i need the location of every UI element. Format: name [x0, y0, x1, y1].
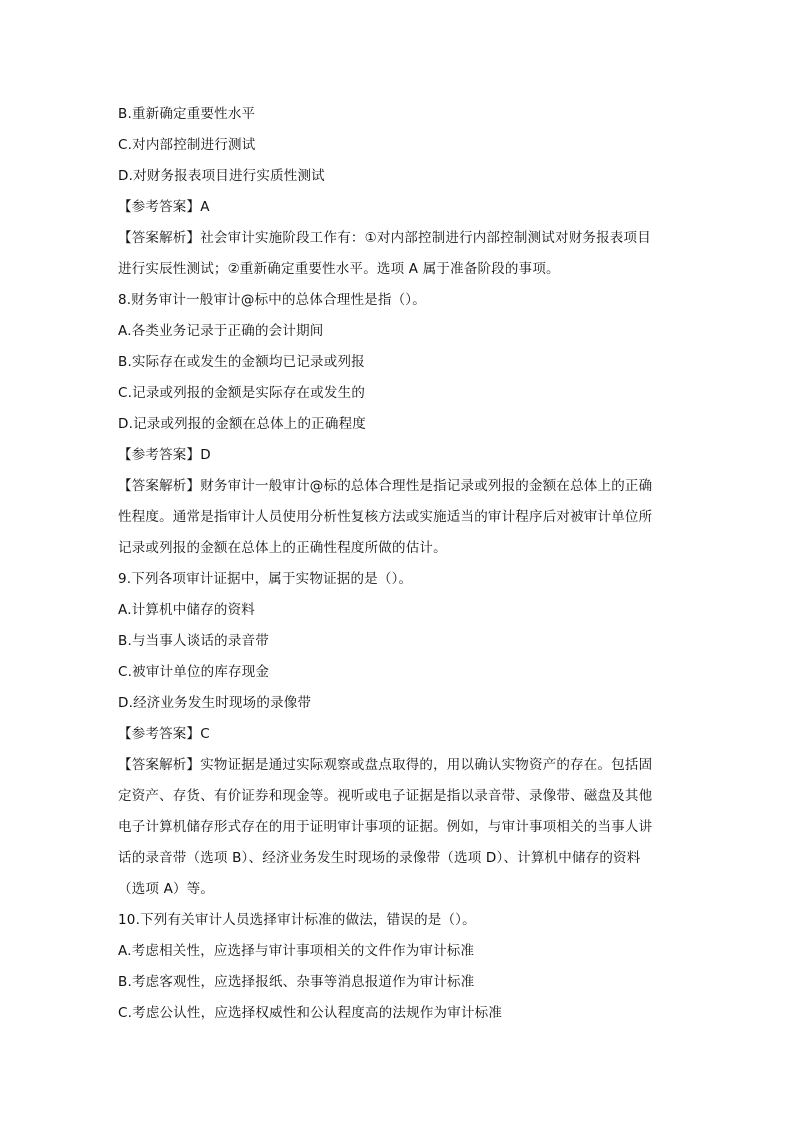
text-line: B.重新确定重要性水平 [118, 106, 256, 122]
text-line: C.记录或列报的金额是实际存在或发生的 [118, 385, 366, 401]
q9-explanation [118, 750, 678, 905]
text-line: C.对内部控制进行测试 [118, 137, 256, 153]
text-line: D.对财务报表项目进行实质性测试 [118, 168, 325, 184]
text-line: A.计算机中储存的资料 [118, 602, 255, 618]
q8-answer [118, 440, 678, 471]
text-line: 9.下列各项审计证据中，属于实物证据的是（）。 [118, 571, 413, 587]
text-line: 电子计算机储存形式存在的用于证明审计事项的证据。例如，与审计事项相关的当事人讲 [118, 819, 653, 835]
text-line: 【答案解析】社会审计实施阶段工作有：①对内部控制进行内部控制测试对财务报表项目 [118, 230, 651, 246]
q9-option-c [118, 657, 678, 688]
text-line: B.考虑客观性，应选择报纸、杂事等消息报道作为审计标准 [118, 974, 475, 990]
text-line: 【参考答案】A [118, 199, 210, 215]
text-line: 记录或列报的金额在总体上的正确性程度所做的估计。 [118, 540, 447, 556]
text-line: B.实际存在或发生的金额均已记录或列报 [118, 354, 365, 370]
text-line: C.考虑公认性，应选择权威性和公认程度高的法规作为审计标准 [118, 1005, 503, 1021]
q10-question [118, 905, 678, 936]
q9-option-b [118, 626, 678, 657]
text-line: 【参考答案】D [118, 447, 211, 463]
q8-explanation [118, 471, 678, 564]
q8-option-b [118, 347, 678, 378]
document-page [118, 99, 678, 1029]
q9-option-d [118, 688, 678, 719]
q10-option-c [118, 998, 678, 1029]
text-line: 进行实辰性测试；②重新确定重要性水平。选项 A 属于准备阶段的事项。 [118, 261, 560, 277]
text-line: 话的录音带（选项 B）、经济业务发生时现场的录像带（选项 D）、计算机中储存的资料 [118, 850, 641, 866]
q8-option-a [118, 316, 678, 347]
q9-question [118, 564, 678, 595]
q8-option-d [118, 409, 678, 440]
q8-option-c [118, 378, 678, 409]
text-line: （选项 A）等。 [118, 881, 215, 897]
text-line: 性程度。通常是指审计人员使用分析性复核方法或实施适当的审计程序后对被审计单位所 [118, 509, 653, 525]
text-line: B.与当事人谈话的录音带 [118, 633, 269, 649]
text-line: D.记录或列报的金额在总体上的正确程度 [118, 416, 366, 432]
text-line: 定资产、存货、有价证券和现金等。视听或电子证据是指以录音带、录像带、磁盘及其他 [118, 788, 653, 804]
text-line: 【参考答案】C [118, 726, 210, 742]
q10-option-b [118, 967, 678, 998]
text-line: 【答案解析】实物证据是通过实际观察或盘点取得的，用以确认实物资产的存在。包括固 [118, 757, 653, 773]
text-line: 10.下列有关审计人员选择审计标准的做法，错误的是（）。 [118, 912, 476, 928]
q8-question [118, 285, 678, 316]
q9-answer [118, 719, 678, 750]
text-line: A.各类业务记录于正确的会计期间 [118, 323, 324, 339]
q10-option-a [118, 936, 678, 967]
q9-option-a [118, 595, 678, 626]
text-line: 8.财务审计一般审计@标中的总体合理性是指（）。 [118, 292, 426, 308]
q7-answer [118, 192, 678, 223]
text-line: D.经济业务发生时现场的录像带 [118, 695, 312, 711]
text-line: 【答案解析】财务审计一般审计@标的总体合理性是指记录或列报的金额在总体上的正确 [118, 478, 653, 494]
text-line: C.被审计单位的库存现金 [118, 664, 270, 680]
text-line: A.考虑相关性，应选择与审计事项相关的文件作为审计标准 [118, 943, 475, 959]
q7-option-d [118, 161, 678, 192]
q7-option-c [118, 130, 678, 161]
q7-option-b [118, 99, 678, 130]
q7-explanation [118, 223, 678, 285]
